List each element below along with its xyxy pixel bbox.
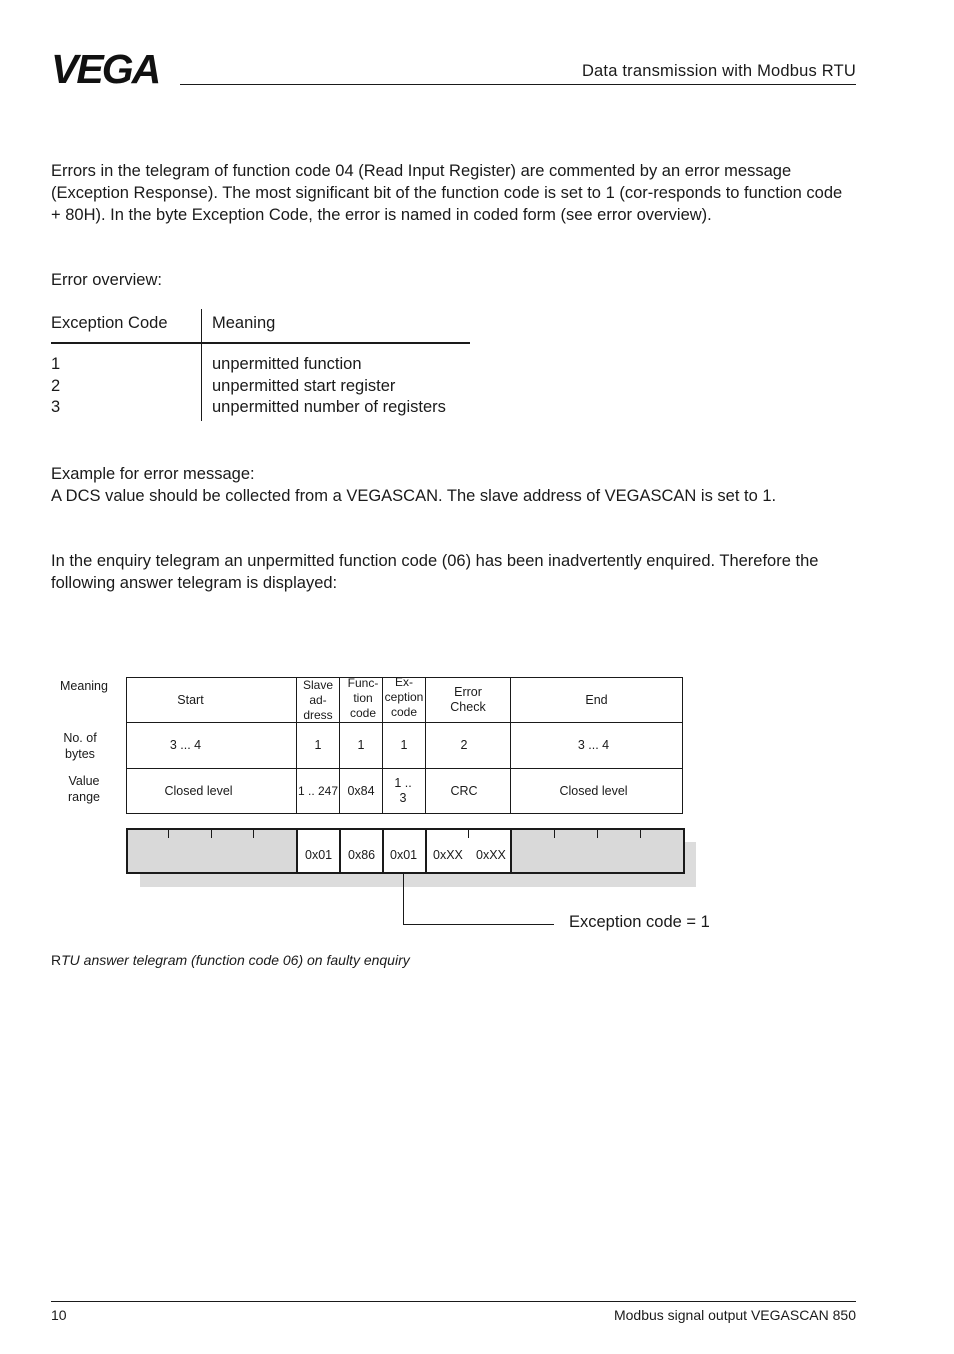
callout-vertical-line <box>403 872 404 924</box>
cell-errorcheck-meaning: Error Check <box>450 685 486 714</box>
overview-meanings <box>212 354 446 419</box>
telegram-byte-crc2: 0xXX <box>476 848 506 862</box>
cell-exception-meaning: Ex- ception code <box>384 674 424 719</box>
page-header-title: Data transmission with Modbus RTU <box>581 62 856 80</box>
overview-column-divider <box>201 309 202 421</box>
row-label-meaning: Meaning <box>60 679 108 693</box>
telegram-byte-slave: 0x01 <box>305 848 333 862</box>
cell-end-bytes: 3 ... 4 <box>577 738 610 752</box>
grid-bottom <box>126 813 683 814</box>
telegram-tick <box>554 829 555 838</box>
telegram-byte-function: 0x86 <box>348 848 376 862</box>
telegram-divider <box>382 828 384 872</box>
overview-code: 1 <box>51 355 61 373</box>
grid-right <box>682 677 683 814</box>
telegram-tick <box>168 829 169 838</box>
row-label-range: Value range <box>68 774 100 804</box>
cell-function-range: 0x84 <box>347 783 375 798</box>
overview-meaning: unpermitted function <box>212 355 362 373</box>
overview-code: 3 <box>51 398 61 416</box>
page-number: 10 <box>51 1307 67 1323</box>
overview-codes <box>51 354 60 419</box>
example-line1: A DCS value should be collected from a VEGASCAN. The slave address of VEGASCAN is set to 1. <box>51 487 777 505</box>
footer-document-title: Modbus signal output VEGASCAN 850 <box>613 1307 856 1323</box>
cell-function-meaning: Func- tion code <box>347 675 379 720</box>
row-label-bytes: No. of bytes <box>63 731 97 761</box>
telegram-tick <box>253 829 254 838</box>
telegram-tick <box>640 829 641 838</box>
example-heading: Example for error message: <box>51 465 255 483</box>
cell-errorcheck-range: CRC <box>450 783 478 798</box>
telegram-divider <box>425 828 427 872</box>
overview-code: 2 <box>51 376 61 395</box>
telegram-divider <box>339 828 341 872</box>
telegram-byte-exception: 0x01 <box>390 848 418 862</box>
telegram-tick <box>468 829 469 838</box>
cell-end-range: Closed level <box>559 783 628 798</box>
cell-slave-range: 1 .. 247 <box>297 783 339 798</box>
caption-prefix: R <box>51 952 62 968</box>
callout-exception-code: Exception code = 1 <box>569 913 710 931</box>
vega-logo <box>51 50 173 90</box>
cell-function-bytes: 1 <box>357 738 365 752</box>
intro-paragraph <box>51 160 851 226</box>
overview-meaning: unpermitted start register <box>212 376 396 395</box>
cell-slave-meaning: Slave ad- dress <box>302 677 334 722</box>
cell-exception-range: 1 .. 3 <box>394 776 412 805</box>
vega-logo-text: VEGA <box>51 50 160 90</box>
error-overview-heading: Error overview: <box>51 271 162 289</box>
telegram-divider <box>296 828 298 872</box>
overview-col-meaning-header: Meaning <box>212 314 276 332</box>
overview-meaning: unpermitted number of registers <box>212 398 446 416</box>
example-paragraph2-text: In the enquiry telegram an unpermitted function code (06) has been inadvertently enquired. Therefore the following answer telegram is displayed: <box>51 552 819 592</box>
figure-caption <box>51 952 410 968</box>
example-section <box>51 463 851 507</box>
overview-header-rule <box>51 342 470 344</box>
caption-text: TU answer telegram (function code 06) on faulty enquiry <box>61 952 410 968</box>
cell-start-range: Closed level <box>164 783 233 798</box>
cell-exception-bytes: 1 <box>400 738 408 752</box>
cell-start-bytes: 3 ... 4 <box>169 738 202 752</box>
callout-horizontal-line <box>403 924 554 925</box>
footer-divider <box>51 1301 856 1302</box>
telegram-tick <box>211 829 212 838</box>
example-paragraph2 <box>51 550 851 594</box>
cell-end-meaning: End <box>585 692 608 707</box>
cell-slave-bytes: 1 <box>314 738 322 752</box>
header-divider <box>180 84 856 85</box>
overview-col-code-header: Exception Code <box>51 314 168 332</box>
telegram-tick <box>597 829 598 838</box>
cell-errorcheck-bytes: 2 <box>460 738 468 752</box>
intro-text: Errors in the telegram of function code 04 (Read Input Register) are commented by an error message (Exception Response). The most significant bit of the function code is set to 1 (cor-responds to function code + 80H). In the byte Exception Code, the error is named in coded form (see error overview). <box>51 162 843 224</box>
telegram-byte-crc1: 0xXX <box>433 848 463 862</box>
telegram-divider <box>510 828 512 872</box>
cell-start-meaning: Start <box>177 692 204 707</box>
